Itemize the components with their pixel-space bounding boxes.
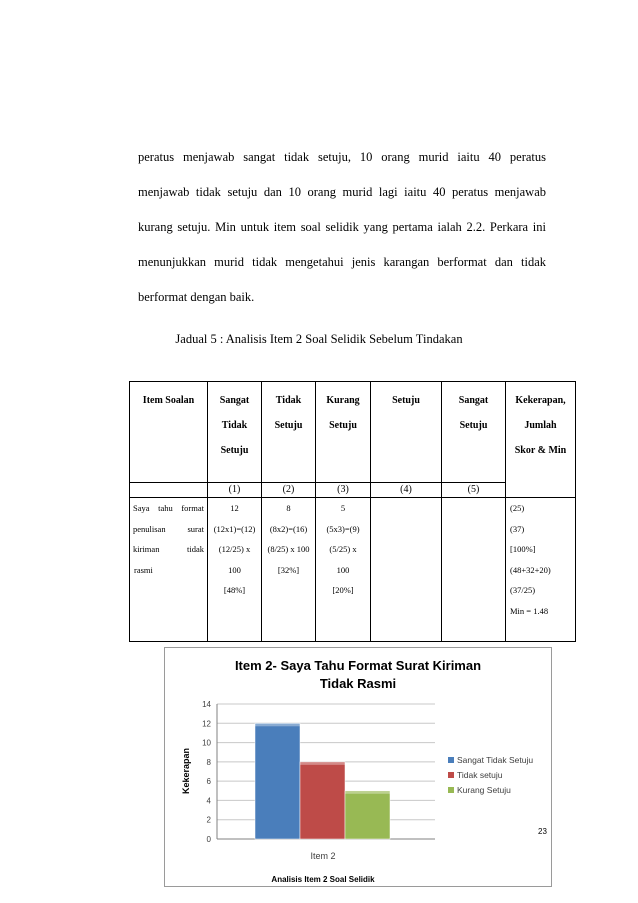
y-axis-label: Kekerapan: [181, 747, 191, 795]
chart-title-line-2: Tidak Rasmi: [319, 676, 397, 691]
y-tick-label: 10: [202, 738, 211, 748]
legend-label: Sangat Tidak Setuju: [457, 755, 534, 765]
paragraph-line: menjawab tidak setuju dan 10 orang murid lagi iaitu 40 peratus menjawab: [138, 185, 546, 199]
sangat-setuju-cell: [442, 498, 506, 642]
header-kekerapan: Kekerapan, Jumlah Skor & Min: [506, 382, 576, 498]
y-tick-label: 4: [206, 796, 211, 806]
number-cell: (5): [442, 483, 506, 498]
ks-cell: 5 (5x3)=(9) (5/25) x 100 [20%]: [316, 498, 371, 642]
y-tick-label: 0: [206, 835, 211, 844]
table-caption: Jadual 5 : Analisis Item 2 Soal Selidik Sebelum Tindakan: [175, 332, 463, 346]
y-tick-labels: [202, 700, 211, 844]
legend-swatch: [448, 757, 454, 763]
legend-swatch: [448, 772, 454, 778]
number-cell: (1): [208, 483, 262, 498]
paragraph-line: menunjukkan murid tidak mengetahui jenis karangan berformat dan tidak: [138, 255, 546, 269]
legend-swatch: [448, 787, 454, 793]
table-row: [130, 498, 576, 642]
chart-svg: [165, 648, 551, 886]
number-cell: (4): [371, 483, 442, 498]
y-tick-label: 14: [202, 700, 211, 709]
header-tidak-setuju: Tidak Setuju: [262, 382, 316, 483]
ts-cell: 8 (8x2)=(16) (8/25) x 100 [32%]: [262, 498, 316, 642]
legend-label: Tidak setuju: [457, 770, 503, 780]
legend-label: Kurang Setuju: [457, 785, 511, 795]
number-cell-empty: [130, 483, 208, 498]
chart-title-line-1: Item 2- Saya Tahu Format Surat Kiriman: [234, 658, 482, 673]
bar-highlight: [345, 791, 390, 794]
y-tick-label: 6: [206, 777, 211, 787]
x-axis-label: Analisis Item 2 Soal Selidik: [271, 875, 375, 884]
body-paragraph: [138, 140, 546, 315]
analysis-table: [129, 381, 576, 642]
header-setuju: Setuju: [371, 382, 442, 483]
bar-highlight: [300, 762, 345, 765]
header-sangat-tidak-setuju: Sangat Tidak Setuju: [208, 382, 262, 483]
bar-chart: [164, 647, 552, 887]
page-number: 23: [538, 827, 547, 836]
paragraph-line: berformat dengan baik.: [138, 290, 255, 304]
paragraph-line: kurang setuju. Min untuk item soal selidik yang pertama ialah 2.2. Perkara ini: [138, 220, 546, 234]
y-tick-label: 12: [202, 719, 211, 729]
header-kurang-setuju: Kurang Setuju: [316, 382, 371, 483]
number-cell: (3): [316, 483, 371, 498]
kekerapan-cell: (25) (37) [100%] (48+32+20) (37/25) Min = 1.48: [506, 498, 576, 642]
setuju-cell: [371, 498, 442, 642]
bar-tidak-setuju: [300, 762, 345, 839]
bar-highlight: [255, 723, 300, 726]
y-tick-label: 8: [206, 757, 211, 767]
bar-sangat-tidak-setuju: [255, 723, 300, 839]
table-header-row: [130, 382, 576, 483]
item-soalan-cell: Saya tahu format penulisan surat kiriman tidak rasmi: [130, 498, 208, 642]
header-sangat-setuju: Sangat Setuju: [442, 382, 506, 483]
header-item-soalan: Item Soalan: [130, 382, 208, 483]
paragraph-line: peratus menjawab sangat tidak setuju, 10 orang murid iaitu 40 peratus: [138, 150, 546, 164]
y-tick-label: 2: [206, 815, 211, 825]
x-category-label: Item 2: [310, 851, 336, 861]
legend: [448, 755, 533, 795]
number-cell: (2): [262, 483, 316, 498]
sts-cell: 12 (12x1)=(12) (12/25) x 100 [48%]: [208, 498, 262, 642]
bar-kurang-setuju: [345, 791, 390, 839]
